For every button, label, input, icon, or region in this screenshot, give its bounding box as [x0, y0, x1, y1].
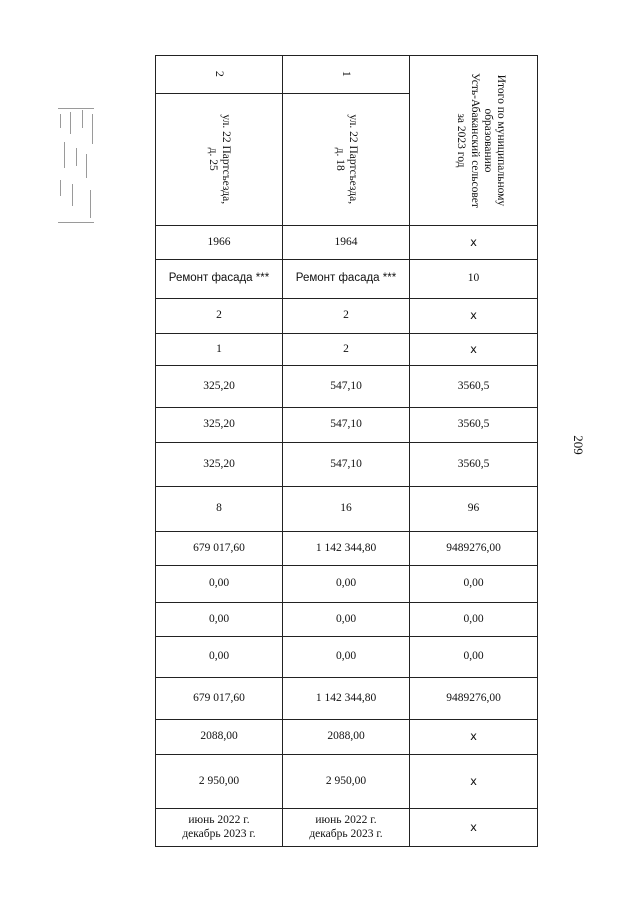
data-cell: 547,10 [283, 366, 410, 408]
data-cell: 2 [283, 334, 410, 366]
data-cell: 325,20 [156, 408, 283, 443]
table-row [156, 56, 538, 94]
data-cell: 8 [156, 487, 283, 532]
table-row [156, 260, 538, 299]
data-cell: 3560,5 [410, 408, 538, 443]
column-number-cell: 2 [156, 56, 283, 94]
data-cell: Ремонт фасада *** [156, 260, 283, 299]
table-row [156, 443, 538, 487]
table-row [156, 226, 538, 260]
table-row [156, 678, 538, 720]
data-cell: 0,00 [156, 603, 283, 637]
table-row [156, 299, 538, 334]
period-cell: июнь 2022 г. декабрь 2023 г. [283, 809, 410, 847]
data-cell: 10 [410, 260, 538, 299]
report-table [155, 55, 538, 847]
table-row [156, 755, 538, 809]
data-cell: 9489276,00 [410, 532, 538, 566]
column-number-cell: 1 [283, 56, 410, 94]
faint-stamp-mark [56, 108, 96, 226]
address-cell: ул. 22 Партсъезда, д. 25 [156, 94, 283, 226]
data-cell: 547,10 [283, 408, 410, 443]
data-cell: 2088,00 [156, 720, 283, 755]
data-cell: 547,10 [283, 443, 410, 487]
table-row [156, 487, 538, 532]
data-cell: 2 950,00 [156, 755, 283, 809]
data-cell: 325,20 [156, 443, 283, 487]
data-cell: 1 [156, 334, 283, 366]
page-number: 209 [570, 435, 586, 455]
data-cell: 1964 [283, 226, 410, 260]
table-row [156, 809, 538, 847]
data-cell: Ремонт фасада *** [283, 260, 410, 299]
data-cell: 9489276,00 [410, 678, 538, 720]
address-cell: ул. 22 Партсъезда, д. 18 [283, 94, 410, 226]
x-mark-cell: x [410, 226, 538, 260]
total-header-text: Итого по муниципальному образованию Усть-Абаканский сельсовет за 2023 год [455, 73, 507, 208]
data-cell: 96 [410, 487, 538, 532]
data-cell: 325,20 [156, 366, 283, 408]
data-cell: 1966 [156, 226, 283, 260]
table-row [156, 720, 538, 755]
period-cell: июнь 2022 г. декабрь 2023 г. [156, 809, 283, 847]
table-row [156, 566, 538, 603]
table-row [156, 408, 538, 443]
table-row [156, 366, 538, 408]
total-header-cell [410, 56, 538, 226]
data-cell: 0,00 [283, 566, 410, 603]
x-mark-cell: x [410, 299, 538, 334]
table-row [156, 637, 538, 678]
data-cell: 0,00 [410, 603, 538, 637]
data-cell: 3560,5 [410, 366, 538, 408]
data-cell: 0,00 [156, 637, 283, 678]
table-row [156, 532, 538, 566]
x-mark-cell: x [410, 720, 538, 755]
table-row [156, 334, 538, 366]
data-cell: 2 [156, 299, 283, 334]
data-cell: 0,00 [283, 603, 410, 637]
x-mark-cell: x [410, 334, 538, 366]
data-cell: 0,00 [156, 566, 283, 603]
data-cell: 1 142 344,80 [283, 678, 410, 720]
data-cell: 16 [283, 487, 410, 532]
data-cell: 2 950,00 [283, 755, 410, 809]
x-mark-cell: x [410, 809, 538, 847]
data-cell: 679 017,60 [156, 678, 283, 720]
data-cell: 0,00 [283, 637, 410, 678]
data-cell: 679 017,60 [156, 532, 283, 566]
data-cell: 2 [283, 299, 410, 334]
data-cell: 2088,00 [283, 720, 410, 755]
data-cell: 0,00 [410, 566, 538, 603]
data-cell: 3560,5 [410, 443, 538, 487]
data-cell: 0,00 [410, 637, 538, 678]
x-mark-cell: x [410, 755, 538, 809]
data-cell: 1 142 344,80 [283, 532, 410, 566]
table-row [156, 603, 538, 637]
